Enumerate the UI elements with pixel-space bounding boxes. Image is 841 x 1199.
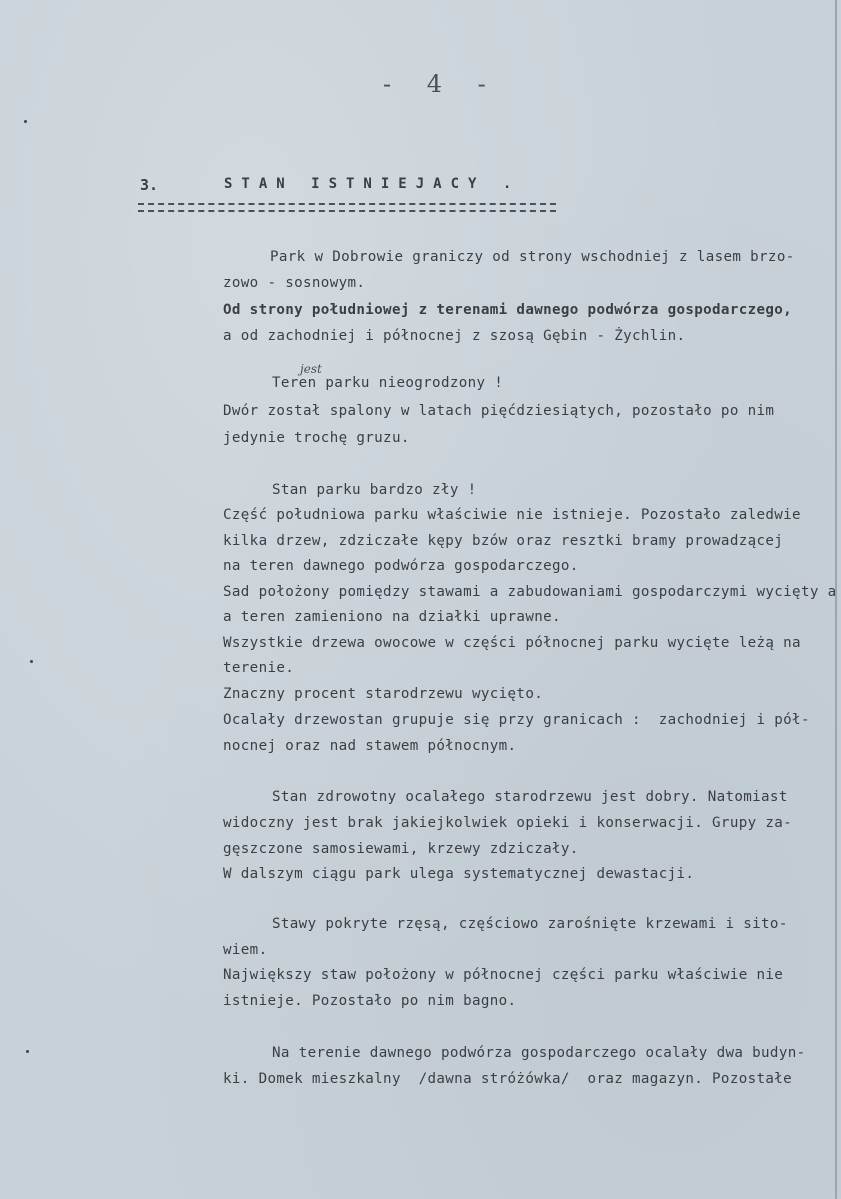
text-line: zowo - sosnowym.: [223, 275, 366, 291]
text-line: istnieje. Pozostało po nim bagno.: [223, 993, 517, 1009]
section-title: STAN ISTNIEJACY .: [224, 176, 521, 192]
text-line: wiem.: [223, 942, 268, 958]
text-line: Wszystkie drzewa owocowe w części północnej parku wycięte leżą na: [223, 635, 801, 651]
text-line: Teren parku nieogrodzony !: [272, 375, 504, 391]
page-number: - 4 -: [383, 70, 500, 98]
handwritten-insert: jest: [300, 362, 322, 376]
text-line: kilka drzew, zdziczałe kępy bzów oraz resztki bramy prowadzącej: [223, 533, 784, 549]
text-line: Sad położony pomiędzy stawami a zabudowaniami gospodarczymi wycięty a: [223, 584, 837, 600]
text-line: Ocalały drzewostan grupuje się przy granicach : zachodniej i pół-: [223, 712, 810, 728]
text-line: Na terenie dawnego podwórza gospodarczego ocalały dwa budyn-: [272, 1045, 806, 1061]
text-line: Stawy pokryte rzęsą, częściowo zarośnięte krzewami i sito-: [272, 916, 788, 932]
text-line: nocnej oraz nad stawem północnym.: [223, 738, 517, 754]
section-number: 3.: [140, 176, 159, 194]
text-line: terenie.: [223, 660, 295, 676]
section-underline: [138, 203, 556, 212]
text-line: Część południowa parku właściwie nie istnieje. Pozostało zaledwie: [223, 507, 801, 523]
text-line: a od zachodniej i północnej z szosą Gębin - Żychlin.: [223, 328, 686, 344]
text-line: W dalszym ciągu park ulega systematycznej dewastacji.: [223, 866, 695, 882]
text-line: Stan zdrowotny ocalałego starodrzewu jest dobry. Natomiast: [272, 789, 788, 805]
paper-speck: [26, 1050, 29, 1053]
text-line: a teren zamieniono na działki uprawne.: [223, 609, 561, 625]
text-line: jedynie trochę gruzu.: [223, 430, 410, 446]
text-line: gęszczone samosiewami, krzewy zdziczały.: [223, 841, 579, 857]
text-line: widoczny jest brak jakiejkolwiek opieki i konserwacji. Grupy za-: [223, 815, 793, 831]
text-line: Park w Dobrowie graniczy od strony wschodniej z lasem brzo-: [270, 249, 795, 265]
paper-speck: [24, 120, 27, 123]
text-line: na teren dawnego podwórza gospodarczego.: [223, 558, 579, 574]
text-line: Dwór został spalony w latach pięćdziesiątych, pozostało po nim: [223, 403, 775, 419]
text-line: Największy staw położony w północnej części parku właściwie nie: [223, 967, 784, 983]
text-line: ki. Domek mieszkalny /dawna stróżówka/ oraz magazyn. Pozostałe: [223, 1071, 793, 1087]
text-line: Stan parku bardzo zły !: [272, 482, 477, 498]
text-line: Znaczny procent starodrzewu wycięto.: [223, 686, 544, 702]
text-line: Od strony południowej z terenami dawnego podwórza gospodarczego,: [223, 302, 793, 318]
paper-speck: [30, 660, 33, 663]
